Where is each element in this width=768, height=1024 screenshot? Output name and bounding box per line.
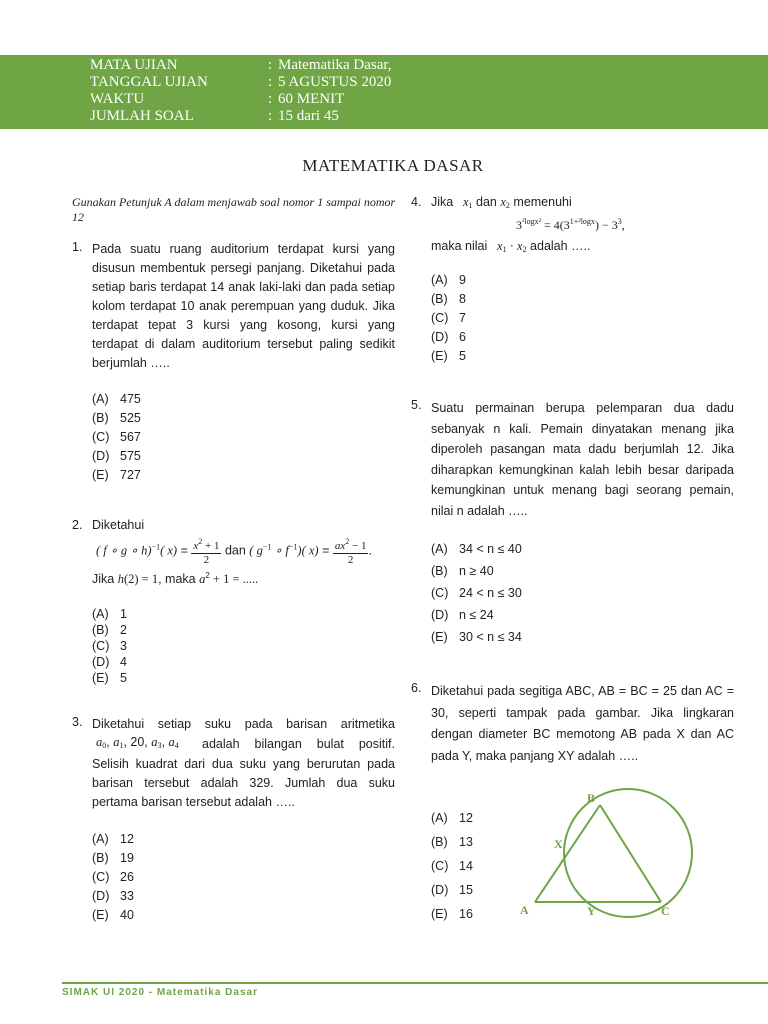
option-letter: (C) xyxy=(431,859,449,873)
sequence-terms: $a_0$, $a_1$, 20, $a_3$, $a_4$ xyxy=(96,735,179,750)
label-b: B xyxy=(587,791,596,805)
option-letter: (C) xyxy=(92,639,110,653)
option-a[interactable] xyxy=(431,811,473,825)
option-d[interactable] xyxy=(92,655,127,669)
header-label: WAKTU xyxy=(90,91,145,107)
question-text: Diketahui setiap suku pada barisan aritmetika xyxy=(92,717,395,731)
header-label: MATA UJIAN xyxy=(90,57,178,73)
option-value: 34 < n ≤ 40 xyxy=(459,542,522,556)
header-colon: : xyxy=(268,74,273,90)
option-letter: (C) xyxy=(92,870,110,884)
option-letter: (D) xyxy=(92,449,110,463)
option-value: 40 xyxy=(120,908,134,922)
option-b[interactable] xyxy=(431,835,473,849)
question-text: Selisih kuadrat dari dua suku yang berurutan pada barisan tersebut adalah 329. Jumlah dua suku pertama barisan tersebut adalah ….. xyxy=(92,757,395,809)
question-number: 6. xyxy=(411,681,422,695)
option-value: 567 xyxy=(120,430,141,444)
product-question: maka nilai $x_1 \cdot x_2$ adalah ….. xyxy=(431,239,591,254)
option-d[interactable] xyxy=(431,883,473,897)
option-value: 575 xyxy=(120,449,141,463)
option-b[interactable] xyxy=(431,564,494,578)
option-letter: (A) xyxy=(92,607,109,621)
option-a[interactable] xyxy=(92,392,141,406)
option-letter: (D) xyxy=(92,889,110,903)
option-value: 16 xyxy=(459,907,473,921)
option-value: n ≥ 40 xyxy=(459,564,494,578)
option-b[interactable] xyxy=(92,851,134,865)
option-value: 33 xyxy=(120,889,134,903)
option-letter: (E) xyxy=(92,908,109,922)
option-b[interactable] xyxy=(431,292,466,306)
option-value: 9 xyxy=(459,273,466,287)
option-value: 3 xyxy=(120,639,127,653)
option-e[interactable] xyxy=(431,630,522,644)
jika-word: Jika xyxy=(92,572,115,586)
composition-formula: ( f ∘ g ∘ h)$^{-1}$( x) = $\frac{x^2 + 1}{2}$ dan ( $g^{-1}$ ∘ $f^{-1}$)( x) = $\frac{ax^2 - 1}{2}$ . xyxy=(96,537,372,566)
option-value: 12 xyxy=(120,832,134,846)
question-number: 5. xyxy=(411,398,422,412)
option-value: 26 xyxy=(120,870,134,884)
option-letter: (A) xyxy=(92,392,109,406)
header-value: 60 MENIT xyxy=(278,91,345,107)
header-value: 15 dari 45 xyxy=(278,108,339,124)
conjunction: dan xyxy=(476,195,497,209)
label-c: C xyxy=(661,904,670,918)
option-letter: (E) xyxy=(431,630,448,644)
question-text: adalah bilangan bulat positif. xyxy=(202,737,395,751)
header-value: 5 AGUSTUS 2020 xyxy=(278,74,392,90)
option-letter: (C) xyxy=(431,586,449,600)
option-letter: (B) xyxy=(431,564,448,578)
option-b[interactable] xyxy=(92,623,127,637)
option-letter: (C) xyxy=(431,311,449,325)
exponential-equation: $3^{^2logx^2} = 4(3^{1+^2logx}) - 3^3$, xyxy=(516,217,625,232)
instruction-text: Gunakan Petunjuk A dalam menjawab soal nomor 1 sampai nomor 12 xyxy=(72,195,396,224)
option-value: 8 xyxy=(459,292,466,306)
option-c[interactable] xyxy=(92,639,127,653)
option-a[interactable] xyxy=(92,832,134,846)
option-letter: (B) xyxy=(92,623,109,637)
option-letter: (A) xyxy=(92,832,109,846)
option-value: 2 xyxy=(120,623,127,637)
question-number: 2. xyxy=(72,518,83,532)
jika-word: Jika xyxy=(431,195,454,209)
option-a[interactable] xyxy=(431,273,466,287)
option-value: 475 xyxy=(120,392,141,406)
header-value: Matematika Dasar, xyxy=(278,57,392,73)
side-bc xyxy=(600,805,661,902)
option-d[interactable] xyxy=(92,889,134,903)
option-letter: (D) xyxy=(431,608,449,622)
option-letter: (E) xyxy=(431,907,448,921)
question-text: Diketahui xyxy=(92,518,145,532)
option-letter: (C) xyxy=(92,430,110,444)
option-value: 30 < n ≤ 34 xyxy=(459,630,522,644)
option-e[interactable] xyxy=(92,671,127,685)
option-value: 5 xyxy=(120,671,127,685)
option-value: 1 xyxy=(120,607,127,621)
option-a[interactable] xyxy=(92,607,127,621)
option-value: n ≤ 24 xyxy=(459,608,494,622)
page-title: MATEMATIKA DASAR xyxy=(302,156,484,175)
exam-header xyxy=(0,55,768,129)
question-number: 4. xyxy=(411,195,422,209)
label-x: X xyxy=(554,837,563,851)
option-d[interactable] xyxy=(431,330,466,344)
option-e[interactable] xyxy=(92,468,141,482)
conjunction: dan xyxy=(224,543,246,558)
option-letter: (D) xyxy=(431,330,449,344)
adalah-word: adalah ….. xyxy=(530,239,591,253)
option-value: 6 xyxy=(459,330,466,344)
option-letter: (A) xyxy=(431,273,448,287)
question-text: Diketahui pada segitiga ABC, AB = BC = 25 dan AC = 30, seperti tampak pada gambar. Jika lingkaran dengan diameter BC memotong AB pada X dan AC pada Y, maka panjang XY adalah ….. xyxy=(431,684,734,763)
memenuhi-word: memenuhi xyxy=(513,195,572,209)
given-condition: Jika h(2) = 1, maka $a^2 + 1$ = ..... xyxy=(92,571,259,586)
option-value: 4 xyxy=(120,655,127,669)
side-ab xyxy=(535,805,600,902)
option-letter: (E) xyxy=(431,349,448,363)
option-letter: (A) xyxy=(431,542,448,556)
option-value: 24 < n ≤ 30 xyxy=(459,586,522,600)
option-letter: (B) xyxy=(92,411,109,425)
option-letter: (B) xyxy=(431,835,448,849)
footer-divider xyxy=(62,982,768,984)
option-value: 13 xyxy=(459,835,473,849)
option-value: 14 xyxy=(459,859,473,873)
question-text: Suatu permainan berupa pelemparan dua dadu sebanyak n kali. Pemain dinyatakan menang jika diperoleh pasangan mata dadu berjumlah 12. Jika diharapkan kemungkinan kalah lebih besar daripada kemungkinan untuk menang bagi seorang pemain, nilai n adalah ….. xyxy=(431,401,734,518)
option-letter: (D) xyxy=(431,883,449,897)
diameter-circle xyxy=(564,789,692,917)
option-a[interactable] xyxy=(431,542,522,556)
option-value: 19 xyxy=(120,851,134,865)
option-d[interactable] xyxy=(431,608,494,622)
option-c[interactable] xyxy=(431,586,522,600)
option-value: 727 xyxy=(120,468,141,482)
given-variables: Jika $x_1$ dan $x_2$ memenuhi xyxy=(431,195,572,210)
header-label: JUMLAH SOAL xyxy=(90,108,194,124)
option-letter: (B) xyxy=(92,851,109,865)
option-letter: (D) xyxy=(92,655,110,669)
option-value: 15 xyxy=(459,883,473,897)
option-value: 525 xyxy=(120,411,141,425)
header-colon: : xyxy=(268,57,273,73)
option-value: 7 xyxy=(459,311,466,325)
page-footer: SIMAK UI 2020 - Matematika Dasar xyxy=(62,987,258,998)
header-colon: : xyxy=(268,91,273,107)
maka-word: , maka xyxy=(158,572,196,586)
option-b[interactable] xyxy=(92,411,141,425)
maka-word: maka nilai xyxy=(431,239,488,253)
option-value: 5 xyxy=(459,349,466,363)
label-y: Y xyxy=(587,904,596,918)
option-c[interactable] xyxy=(431,859,473,873)
option-value: 12 xyxy=(459,811,473,825)
option-c[interactable] xyxy=(92,870,134,884)
option-c[interactable] xyxy=(431,311,466,325)
option-letter: (B) xyxy=(431,292,448,306)
header-label: TANGGAL UJIAN xyxy=(90,74,208,90)
option-e[interactable] xyxy=(431,349,466,363)
option-d[interactable] xyxy=(92,449,141,463)
header-colon: : xyxy=(268,108,273,124)
question-number: 3. xyxy=(72,715,83,729)
option-e[interactable] xyxy=(92,908,134,922)
label-a: A xyxy=(520,903,529,917)
option-c[interactable] xyxy=(92,430,141,444)
option-letter: (A) xyxy=(431,811,448,825)
option-e[interactable] xyxy=(431,907,473,921)
question-text: Pada suatu ruang auditorium terdapat kursi yang disusun membentuk persegi panjang. Diketahui pada setiap baris terdapat 14 anak laki-laki dan pada setiap kolom terdapat 10 anak perempuan yang duduk. Jika terdapat tepat 3 kursi yang kosong, kursi yang terdapat di dalam auditorium tersebut paling sedikit berjumlah ….. xyxy=(92,242,395,370)
option-letter: (E) xyxy=(92,671,109,685)
option-letter: (E) xyxy=(92,468,109,482)
triangle-circle-figure xyxy=(515,785,705,925)
question-number: 1. xyxy=(72,240,83,254)
